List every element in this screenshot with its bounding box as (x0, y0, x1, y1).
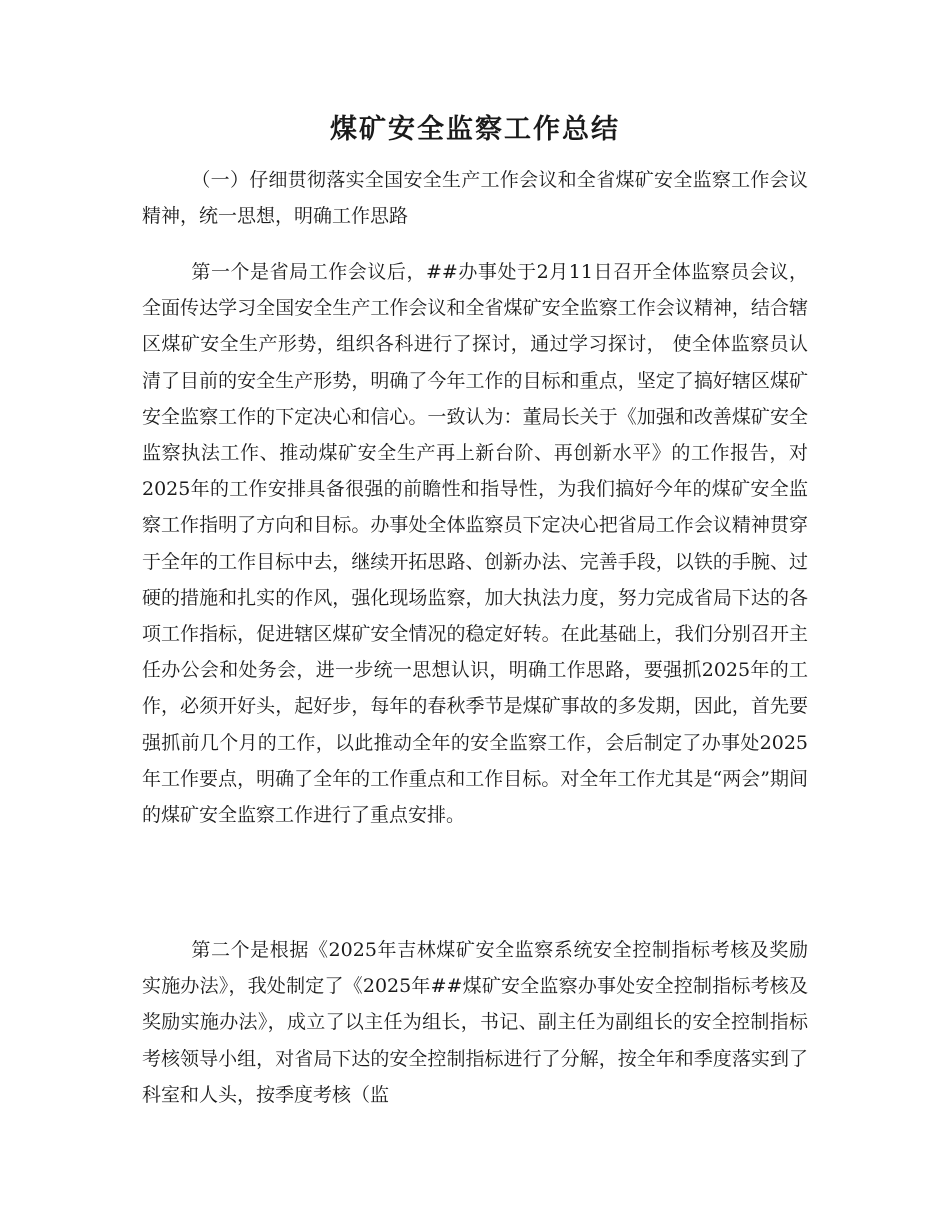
paragraph-2: 第二个是根据《2025年吉林煤矿安全监察系统安全控制指标考核及奖励实施办法》，我处制定了《2025年##煤矿安全监察办事处安全控制指标考核及奖励实施办法》，成立了以主任为组长，书记、副主任为副组长的安全控制指标考核领导小组，对省局下达的安全控制指标进行了分解，按全年和季度落实到了科室和人头，按季度考核（监 (142, 939, 808, 1106)
section-heading: （一）仔细贯彻落实全国安全生产工作会议和全省煤矿安全监察工作会议精神，统一思想，明确工作思路 (142, 169, 808, 227)
paragraph-1: 第一个是省局工作会议后，##办事处于2月11日召开全体监察员会议，全面传达学习全国安全生产工作会议和全省煤矿安全监察工作会议精神，结合辖区煤矿安全生产形势，组织各科进行了探讨，通过学习探讨， 使全体监察员认清了目前的安全生产形势，明确了今年工作的目标和重点，坚定了搞好辖区煤矿安全监察工作的下定决心和信心。一致认为：董局长关于《加强和改善煤矿安全监察执法工作、推动煤矿安全生产再上新台阶、再创新水平》的工作报告，对2025年的工作安排具备很强的前瞻性和指导性，为我们搞好今年的煤矿安全监察工作指明了方向和目标。办事处全体监察员下定决心把省局工作会议精神贯穿于全年的工作目标中去，继续开拓思路、创新办法、完善手段，以铁的手腕、过硬的措施和扎实的作风，强化现场监察，加大执法力度，努力完成省局下达的各项工作指标，促进辖区煤矿安全情况的稳定好转。在此基础上，我们分别召开主任办公会和处务会，进一步统一思想认识，明确工作思路，要强抓2025年的工作，必须开好头，起好步，每年的春秋季节是煤矿事故的多发期，因此，首先要强抓前几个月的工作，以此推动全年的安全监察工作，会后制定了办事处2025年工作要点，明确了全年的工作重点和工作目标。对全年工作尤其是“两会”期间的煤矿安全监察工作进行了重点安排。 (142, 261, 808, 827)
document-title: 煤矿安全监察工作总结 (330, 114, 620, 145)
